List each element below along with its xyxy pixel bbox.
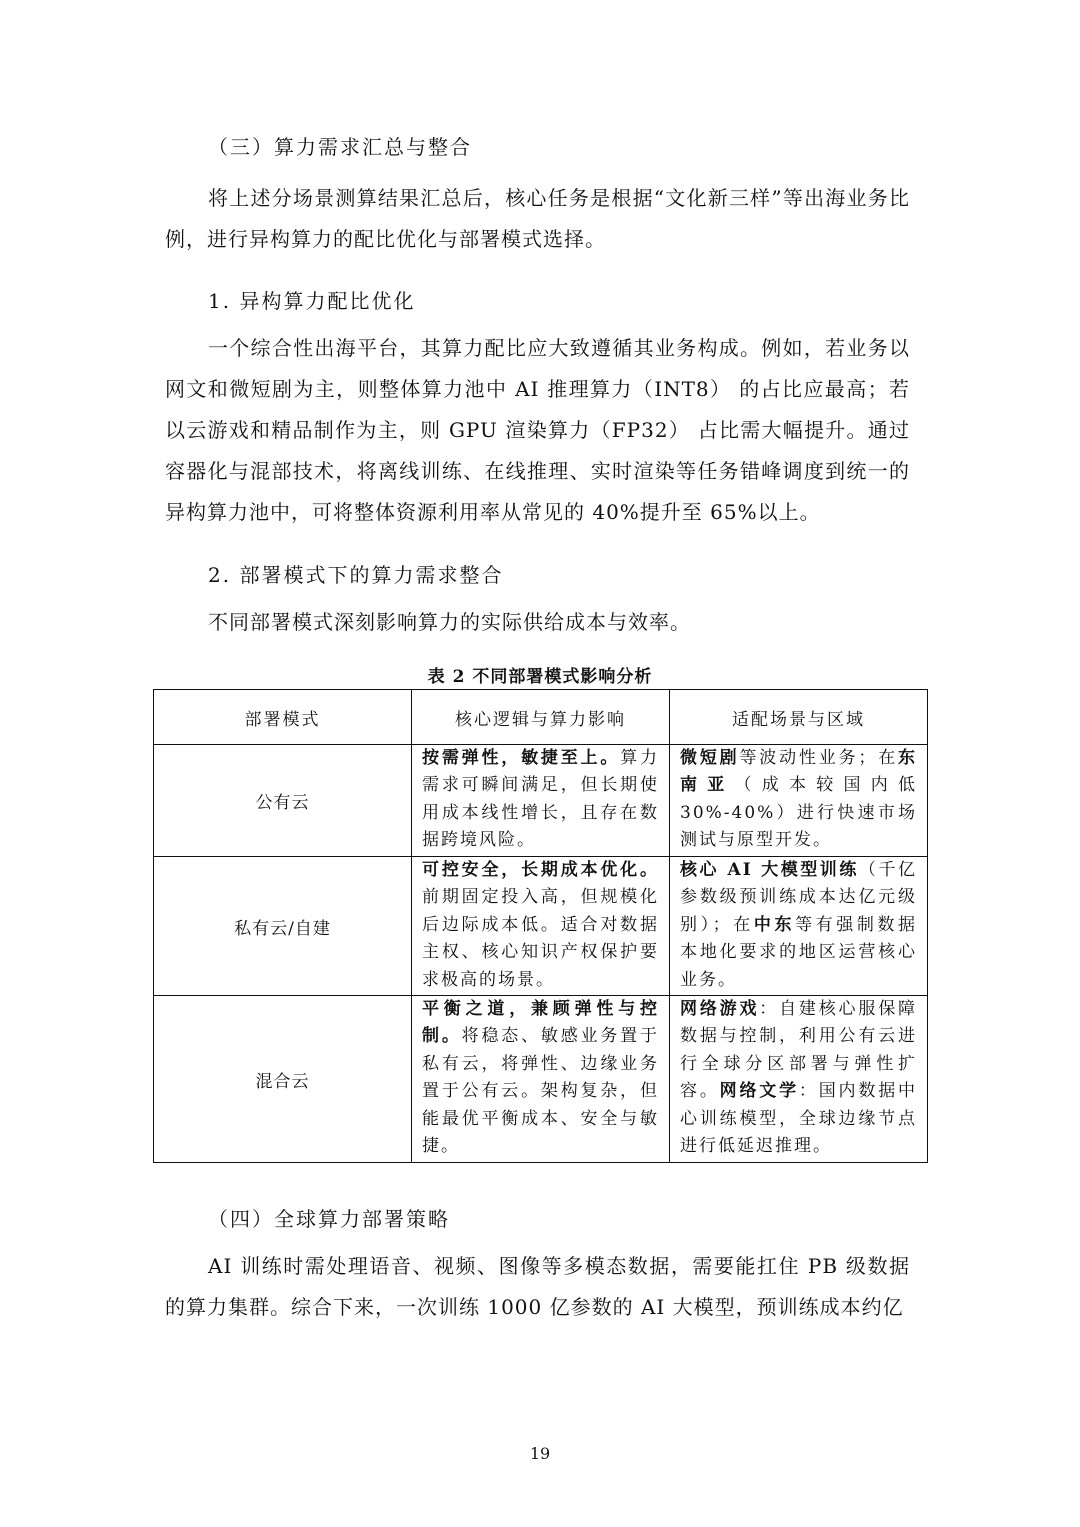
page-number: 19 [529, 1444, 551, 1463]
scene-text: ：自建核心服保障数据与控制，利用公有云进行全球分区部署与弹性扩容。 [680, 999, 918, 1102]
logic-cell [412, 996, 670, 1163]
logic-cell [412, 857, 670, 996]
mode-cell: 私有云/自建 [154, 857, 412, 996]
paragraph-global-strategy: AI 训练时需处理语音、视频、图像等多模态数据，需要能扛住 PB 级数据的算力集群。综合下来，一次训练 1000 亿参数的 AI 大模型，预训练成本约亿 [165, 1254, 910, 1319]
paragraph-deployment-intro: 不同部署模式深刻影响算力的实际供给成本与效率。 [208, 610, 691, 634]
scene-text: 等波动性业务；在 [739, 748, 899, 768]
paragraph-ratio: 一个综合性出海平台，其算力配比应大致遵循其业务构成。例如，若业务以网文和微短剧为主，则整体算力池中 AI 推理算力（INT8） 的占比应最高；若以云游戏和精品制作为主，则 GPU 渲染算力（FP32） 占比需大幅提升。通过容器化与混部技术，将离线训练、在线推理、实时渲染等任务错峰调度到统一的异构算力池中，可将整体资源利用率从常见的 40%提升至 65%以上。 [165, 336, 910, 524]
table-row [154, 857, 928, 996]
table-row [154, 745, 928, 857]
scene-bold: 核心 AI 大模型训练 [680, 860, 859, 880]
scene-text: 等有强制数据本地化要求的地区运营核心业务。 [680, 914, 918, 990]
table-caption: 表 2 不同部署模式影响分析 [427, 667, 653, 687]
header-scene: 适配场景与区域 [670, 690, 928, 745]
logic-text: 算力需求可瞬间满足，但长期使用成本线性增长，且存在数据跨境风险。 [422, 748, 660, 851]
header-logic: 核心逻辑与算力影响 [412, 690, 670, 745]
mode-cell: 公有云 [154, 745, 412, 857]
scene-text: （成本较国内低 30%-40%）进行快速市场测试与原型开发。 [680, 775, 917, 851]
header-mode: 部署模式 [154, 690, 412, 745]
logic-text: 前期固定投入高，但规模化后边际成本低。适合对数据主权、核心知识产权保护要求极高的场景。 [422, 887, 659, 990]
logic-cell [412, 745, 670, 857]
logic-bold: 平衡之道，兼顾弹性与控制。 [422, 999, 659, 1047]
paragraph-summary: 将上述分场景测算结果汇总后，核心任务是根据“文化新三样”等出海业务比例，进行异构算力的配比优化与部署模式选择。 [165, 186, 910, 251]
logic-bold: 按需弹性，敏捷至上。 [422, 748, 621, 768]
scene-text: ：国内数据中心训练模型，全球边缘节点进行低延迟推理。 [680, 1081, 918, 1157]
section-heading-4: （四）全球算力部署策略 [208, 1207, 450, 1231]
logic-text: 将稳态、敏感业务置于私有云，将弹性、边缘业务置于公有云。架构复杂，但能最优平衡成本、安全与敏捷。 [422, 1026, 660, 1157]
scene-bold: 东南亚 [680, 748, 918, 796]
scene-cell [670, 996, 928, 1163]
subheading-ratio-optimization: 1. 异构算力配比优化 [208, 289, 416, 313]
scene-cell [670, 857, 928, 996]
scene-bold: 中东 [753, 914, 796, 935]
scene-bold: 网络文学 [719, 1081, 799, 1102]
mode-cell: 混合云 [154, 996, 412, 1163]
scene-cell [670, 745, 928, 857]
subheading-deployment-integration: 2. 部署模式下的算力需求整合 [208, 563, 504, 587]
logic-bold: 可控安全，长期成本优化。 [422, 860, 659, 880]
section-heading-3: （三）算力需求汇总与整合 [208, 135, 472, 159]
deployment-table [153, 689, 928, 1163]
scene-text: （千亿参数级预训练成本达亿元级别）；在 [680, 860, 917, 935]
table-header-row [154, 690, 928, 745]
scene-bold: 网络游戏 [680, 999, 760, 1019]
scene-bold: 微短剧 [680, 748, 740, 768]
table-row [154, 996, 928, 1163]
